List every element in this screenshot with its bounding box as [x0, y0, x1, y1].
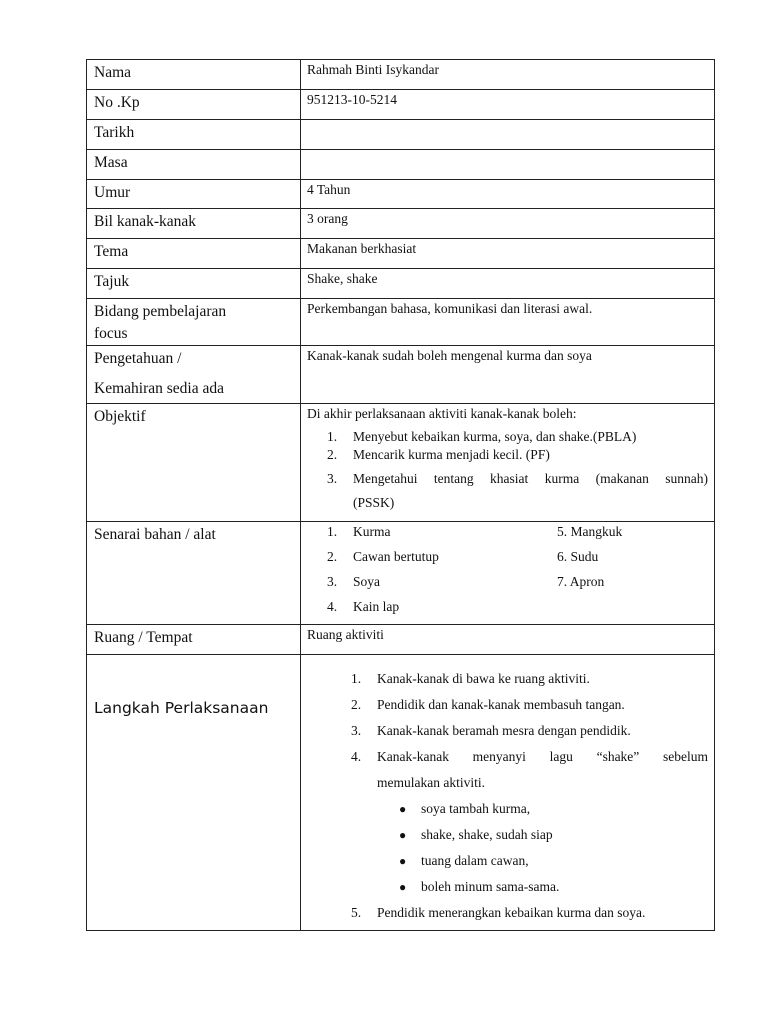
label-langkah: Langkah Perlaksanaan — [87, 655, 301, 931]
label-tajuk: Tajuk — [87, 269, 301, 299]
bahan-item-text: Kain lap — [353, 599, 400, 614]
label-ruang: Ruang / Tempat — [87, 625, 301, 655]
bahan-item — [327, 598, 557, 623]
song-line — [399, 878, 708, 904]
value-senarai — [301, 522, 715, 625]
row-nama — [87, 60, 715, 90]
row-objektif — [87, 404, 715, 522]
value-objektif — [301, 404, 715, 522]
objektif-item-num: 3. — [327, 471, 338, 486]
label-umur: Umur — [87, 180, 301, 209]
objektif-item-text: Menyebut kebaikan kurma, soya, dan shake.(PBLA) — [353, 429, 637, 444]
label-tarikh: Tarikh — [87, 120, 301, 150]
langkah-item — [351, 696, 708, 722]
bahan-item-text: Kurma — [353, 524, 391, 539]
langkah-item-text: Kanak-kanak menyanyi lagu “shake” sebelum — [377, 749, 708, 764]
row-masa — [87, 150, 715, 180]
song-line-text: shake, shake, sudah siap — [421, 827, 553, 842]
row-nokp — [87, 90, 715, 120]
langkah-item-text-cont: memulakan aktiviti. — [377, 775, 485, 790]
langkah-item-num: 4. — [351, 749, 362, 764]
lesson-plan-table — [86, 59, 715, 931]
bahan-item-num: 2. — [327, 549, 338, 564]
label-bil: Bil kanak-kanak — [87, 209, 301, 239]
bahan-item — [327, 548, 557, 573]
bullet-icon: ● — [399, 880, 407, 894]
langkah-item-text: Pendidik menerangkan kebaikan kurma dan soya. — [377, 905, 646, 920]
langkah-item-num: 3. — [351, 723, 362, 738]
langkah-item-text: Pendidik dan kanak-kanak membasuh tangan. — [377, 697, 625, 712]
value-bil: 3 orang — [301, 209, 715, 239]
song-line — [399, 826, 708, 852]
row-senarai — [87, 522, 715, 625]
label-nokp: No .Kp — [87, 90, 301, 120]
label-masa: Masa — [87, 150, 301, 180]
value-tema: Makanan berkhasiat — [301, 239, 715, 269]
value-nama: Rahmah Binti Isykandar — [301, 60, 715, 90]
langkah-item-num: 2. — [351, 697, 362, 712]
value-tajuk: Shake, shake — [301, 269, 715, 299]
bahan-item: 7. Apron — [557, 574, 605, 589]
label-objektif: Objektif — [87, 404, 301, 522]
value-nokp: 951213-10-5214 — [301, 90, 715, 120]
langkah-item-num: 5. — [351, 905, 362, 920]
song-line — [399, 800, 708, 826]
label-pengetahuan-line-1: Pengetahuan / — [94, 350, 182, 367]
row-pengetahuan — [87, 346, 715, 404]
value-bidang: Perkembangan bahasa, komunikasi dan literasi awal. — [301, 299, 715, 346]
objektif-item-text: Mengetahui tentang khasiat kurma (makanan sunnah) — [353, 471, 708, 486]
bullet-icon: ● — [399, 854, 407, 868]
label-pengetahuan — [87, 346, 301, 404]
label-bidang — [87, 299, 301, 346]
bahan-item-text: Soya — [353, 574, 380, 589]
objektif-item — [327, 428, 708, 446]
langkah-item — [351, 904, 708, 930]
row-bidang — [87, 299, 715, 346]
bahan-item-num: 1. — [327, 524, 338, 539]
row-ruang — [87, 625, 715, 655]
label-pengetahuan-line-2: Kemahiran sedia ada — [94, 380, 224, 397]
value-pengetahuan: Kanak-kanak sudah boleh mengenal kurma dan soya — [301, 346, 715, 404]
bullet-icon: ● — [399, 802, 407, 816]
objektif-item-text: Mencarik kurma menjadi kecil. (PF) — [353, 447, 550, 462]
objektif-item — [327, 446, 708, 464]
label-bidang-line-1: Bidang pembelajaran — [94, 303, 227, 320]
value-langkah — [301, 655, 715, 931]
song-line-text: soya tambah kurma, — [421, 801, 531, 816]
bahan-item-num: 3. — [327, 574, 338, 589]
row-umur — [87, 180, 715, 209]
row-tarikh — [87, 120, 715, 150]
langkah-item-text: Kanak-kanak di bawa ke ruang aktiviti. — [377, 671, 590, 686]
langkah-item-num: 1. — [351, 671, 362, 686]
langkah-item — [351, 748, 708, 800]
label-tema: Tema — [87, 239, 301, 269]
song-line — [399, 852, 708, 878]
row-tajuk — [87, 269, 715, 299]
label-senarai: Senarai bahan / alat — [87, 522, 301, 625]
objektif-item — [327, 470, 708, 512]
bahan-item-num: 4. — [327, 599, 338, 614]
objektif-item-text-cont: (PSSK) — [353, 495, 395, 510]
bahan-item: 5. Mangkuk — [557, 524, 623, 539]
bahan-item: 6. Sudu — [557, 549, 599, 564]
value-masa — [301, 150, 715, 180]
value-ruang: Ruang aktiviti — [301, 625, 715, 655]
bahan-item — [327, 523, 557, 548]
bullet-icon: ● — [399, 828, 407, 842]
label-bidang-line-2: focus — [94, 325, 128, 342]
objektif-intro: Di akhir perlaksanaan aktiviti kanak-kanak boleh: — [307, 406, 577, 421]
objektif-item-num: 2. — [327, 447, 338, 462]
objektif-item-num: 1. — [327, 429, 338, 444]
label-nama: Nama — [87, 60, 301, 90]
row-langkah — [87, 655, 715, 931]
langkah-item — [351, 670, 708, 696]
row-bil — [87, 209, 715, 239]
song-line-text: boleh minum sama-sama. — [421, 879, 560, 894]
row-tema — [87, 239, 715, 269]
bahan-item-text: Cawan bertutup — [353, 549, 439, 564]
bahan-item — [327, 573, 557, 598]
langkah-item — [351, 722, 708, 748]
song-line-text: tuang dalam cawan, — [421, 853, 529, 868]
value-umur: 4 Tahun — [301, 180, 715, 209]
langkah-item-text: Kanak-kanak beramah mesra dengan pendidik. — [377, 723, 631, 738]
value-tarikh — [301, 120, 715, 150]
